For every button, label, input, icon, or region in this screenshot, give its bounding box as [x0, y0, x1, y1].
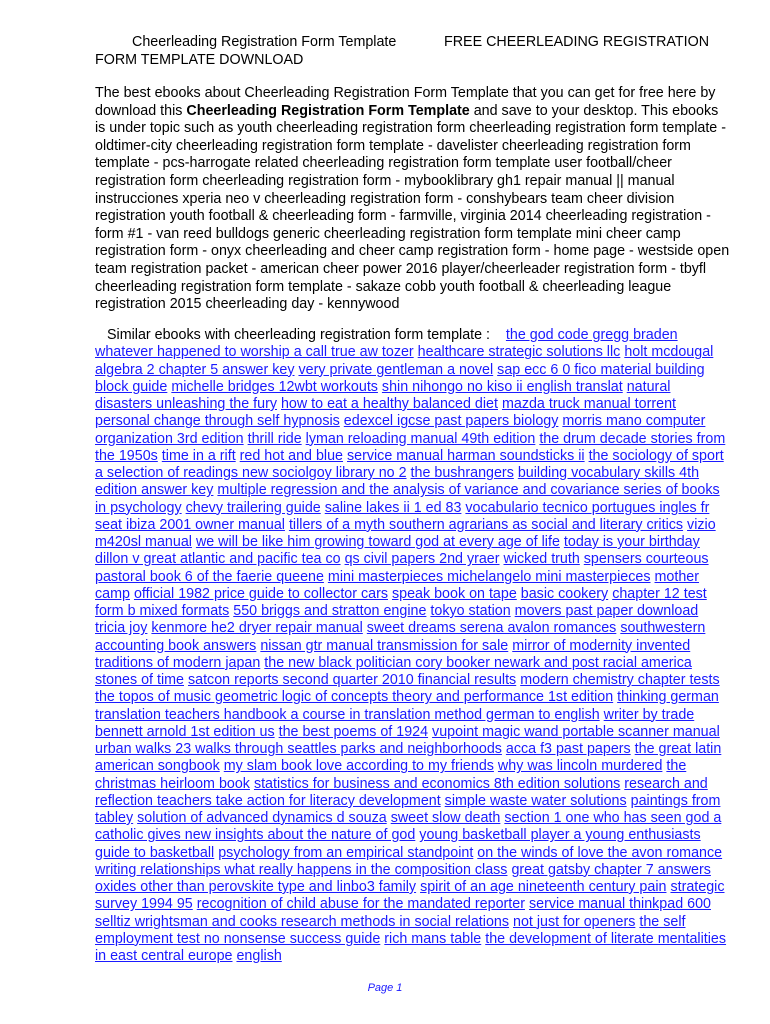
- ebook-link[interactable]: service manual thinkpad 600: [528, 896, 711, 913]
- ebook-link[interactable]: the drum decade stories from the 1950s: [95, 430, 726, 464]
- ebook-link[interactable]: why was lincoln murdered: [497, 758, 663, 775]
- ebook-link[interactable]: the god code gregg braden: [505, 327, 678, 343]
- ebook-link[interactable]: urban walks 23 walks through seattles parks and neighborhoods: [95, 741, 502, 757]
- ebook-link[interactable]: oxides other than perovskite type and linbo3 family: [95, 879, 417, 895]
- similar-ebooks-section: [95, 327, 731, 965]
- ebook-link[interactable]: the sociology of sport a selection of readings new sociolgoy library no 2: [95, 447, 724, 481]
- ebook-link[interactable]: southwestern accounting book answers: [95, 620, 706, 654]
- ebook-link[interactable]: mirror of modernity invented traditions of modern japan: [95, 637, 691, 671]
- ebook-link[interactable]: basic cookery: [520, 585, 609, 602]
- ebook-link[interactable]: spensers courteous pastoral book 6 of the faerie queene: [95, 551, 709, 585]
- ebook-link[interactable]: very private gentleman a novel: [298, 361, 494, 378]
- page-header: [95, 34, 730, 69]
- ebook-link[interactable]: we will be like him growing toward god at every age of life: [195, 534, 560, 550]
- ebook-link[interactable]: writing relationships what really happens in the composition class: [95, 861, 508, 878]
- ebook-link[interactable]: the bushrangers: [410, 465, 514, 481]
- ebook-link[interactable]: acca f3 past papers: [505, 741, 631, 757]
- ebook-link[interactable]: writer by trade bennett arnold 1st edition us: [95, 706, 695, 740]
- ebook-link[interactable]: the great latin american songbook: [95, 741, 722, 775]
- ebook-link[interactable]: english: [236, 948, 282, 964]
- ebook-link[interactable]: qs civil papers 2nd yraer: [344, 551, 500, 568]
- ebook-link[interactable]: red hot and blue: [239, 447, 344, 464]
- ebook-link[interactable]: tokyo station: [430, 603, 511, 619]
- ebook-link[interactable]: edexcel igcse past papers biology: [343, 413, 559, 430]
- ebook-link[interactable]: paintings from tabley: [95, 792, 721, 826]
- ebook-link[interactable]: strategic survey 1994 95: [95, 879, 725, 913]
- ebook-link[interactable]: mazda truck manual torrent: [501, 396, 676, 412]
- ebook-link[interactable]: satcon reports second quarter 2010 financial results: [187, 672, 517, 688]
- ebook-link[interactable]: modern chemistry chapter tests: [520, 672, 720, 688]
- ebook-link[interactable]: the best poems of 1924: [278, 723, 429, 740]
- ebook-link[interactable]: chapter 12 test form b mixed formats: [95, 585, 707, 619]
- ebook-link[interactable]: whatever happened to worship a call true aw tozer: [95, 344, 414, 361]
- ebook-link[interactable]: vizio m420sl manual: [95, 516, 716, 550]
- ebook-link[interactable]: young basketball player a young enthusiasts guide to basketball: [95, 827, 701, 861]
- ebook-link[interactable]: mini masterpieces michelangelo mini masterpieces: [327, 568, 651, 585]
- ebook-link[interactable]: natural disasters unleashing the fury: [95, 378, 671, 412]
- ebook-link[interactable]: multiple regression and the analysis of variance and covariance series of books in psychology: [95, 482, 720, 516]
- ebook-link[interactable]: great gatsby chapter 7 answers: [511, 861, 711, 878]
- ebook-link[interactable]: wicked truth: [503, 551, 580, 568]
- ebook-link[interactable]: seat ibiza 2001 owner manual: [95, 516, 285, 533]
- intro-bold-title: Cheerleading Registration Form Template: [186, 102, 470, 119]
- ebook-link[interactable]: official 1982 price guide to collector cars: [133, 585, 388, 602]
- ebook-link[interactable]: vocabulario tecnico portugues ingles fr: [465, 499, 710, 516]
- ebook-link[interactable]: chevy trailering guide: [185, 499, 321, 516]
- ebook-link[interactable]: how to eat a healthy balanced diet: [280, 396, 498, 412]
- ebook-link[interactable]: today is your birthday: [563, 534, 700, 550]
- ebook-link[interactable]: sweet dreams serena avalon romances: [366, 620, 617, 637]
- ebook-link[interactable]: personal change through self hypnosis: [95, 413, 340, 430]
- ebook-link[interactable]: speak book on tape: [391, 585, 517, 602]
- intro-text-end: and save to your desktop. This ebooks is under topic such as youth cheerleading registration form cheerleading registration form template - oldtimer-city cheerleading registration form template - davelister cheerleading registration form template - pcs-harrogate related cheerleading registration form template user football/cheer registration form cheerleading registration form - mybooklibrary gh1 repair manual || manual instrucciones xperia neo v cheerleading registration form - conshybears team cheer division registration youth football & cheerleading form - farmville, virginia 2014 cheerleading registration - form #1 - van reed bulldogs generic cheerleading registration form template mini cheer camp registration form - onyx cheerleading and cheer camp registration form - home page - westside open team registration packet - american cheer power 2016 player/cheerleader registration form - tbyfl cheerleading registration form template - sakaze cobb youth football & cheerleading league registration 2015 cheerleading day - kennywood: [95, 102, 730, 313]
- intro-text-start: The best ebooks about Cheerleading Registration Form Template that you can get for free here by download this: [95, 85, 716, 119]
- ebook-link[interactable]: rich mans table: [384, 930, 482, 947]
- ebook-link[interactable]: the christmas heirloom book: [95, 758, 687, 792]
- ebook-link[interactable]: shin nihongo no kiso ii english translat: [381, 378, 623, 395]
- ebook-link[interactable]: solution of advanced dynamics d souza: [137, 810, 387, 826]
- ebook-link[interactable]: selltiz wrightsman and cooks research methods in social relations: [95, 913, 510, 930]
- ebook-link[interactable]: the new black politician cory booker newark and post racial america: [264, 654, 692, 671]
- ebook-link[interactable]: psychology from an empirical standpoint: [218, 844, 474, 861]
- ebook-link[interactable]: spirit of an age nineteenth century pain: [420, 879, 667, 895]
- header-title-right: FREE CHEERLEADING REGISTRATION: [444, 34, 710, 50]
- ebook-link[interactable]: tillers of a myth southern agrarians as social and literary critics: [288, 516, 684, 533]
- ebook-link[interactable]: sweet slow death: [390, 810, 501, 826]
- ebook-link[interactable]: kenmore he2 dryer repair manual: [151, 620, 363, 637]
- ebook-link[interactable]: 550 briggs and stratton engine: [233, 603, 427, 619]
- ebook-link[interactable]: thrill ride: [247, 430, 302, 447]
- ebook-link[interactable]: service manual harman soundsticks ii: [347, 447, 585, 464]
- ebook-link[interactable]: building vocabulary skills 4th edition answer key: [95, 465, 700, 499]
- ebook-link[interactable]: time in a rift: [161, 447, 236, 464]
- ebook-link[interactable]: research and reflection teachers take action for literacy development: [95, 775, 708, 809]
- ebook-link[interactable]: the topos of music geometric logic of concepts theory and performance 1st edition: [95, 689, 614, 706]
- ebook-link[interactable]: stones of time: [95, 672, 184, 688]
- ebook-link[interactable]: sap ecc 6 0 fico material building block guide: [95, 361, 705, 395]
- ebook-link[interactable]: lyman reloading manual 49th edition: [305, 430, 536, 447]
- ebook-link[interactable]: recognition of child abuse for the mandated reporter: [196, 896, 525, 913]
- ebook-link[interactable]: vupoint magic wand portable scanner manual: [432, 723, 720, 740]
- ebook-link[interactable]: section 1 one who has seen god a catholic gives new insights about the nature of god: [95, 810, 722, 844]
- ebook-link[interactable]: nissan gtr manual transmission for sale: [260, 637, 509, 654]
- ebook-link[interactable]: morris mano computer organization 3rd edition: [95, 413, 706, 447]
- ebook-link[interactable]: mother camp: [95, 568, 699, 602]
- header-title-line2: FORM TEMPLATE DOWNLOAD: [95, 51, 304, 68]
- ebook-link[interactable]: simple waste water solutions: [444, 792, 627, 809]
- ebook-link[interactable]: thinking german translation teachers handbook a course in translation method german to english: [95, 689, 719, 723]
- ebook-link[interactable]: on the winds of love the avon romance: [477, 844, 723, 861]
- ebook-link[interactable]: not just for openers: [513, 913, 636, 930]
- ebook-link[interactable]: movers past paper download tricia joy: [95, 603, 699, 637]
- ebook-link[interactable]: my slam book love according to my friends: [223, 758, 494, 775]
- ebook-link[interactable]: dillon v great atlantic and pacific tea co: [95, 551, 341, 568]
- similar-ebooks-lead: Similar ebooks with cheerleading registration form template :: [107, 327, 491, 343]
- ebook-link[interactable]: michelle bridges 12wbt workouts: [171, 378, 378, 395]
- ebook-link[interactable]: saline lakes ii 1 ed 83: [324, 499, 462, 516]
- ebook-link[interactable]: holt mcdougal algebra 2 chapter 5 answer key: [95, 344, 714, 378]
- ebook-link[interactable]: the development of literate mentalities in east central europe: [95, 930, 727, 964]
- page-number: Page 1: [367, 982, 403, 994]
- header-title-left: Cheerleading Registration Form Template: [132, 34, 397, 50]
- ebook-link[interactable]: statistics for business and economics 8th edition solutions: [253, 775, 621, 792]
- ebook-link[interactable]: the self employment test no nonsense success guide: [95, 913, 686, 947]
- ebook-link[interactable]: healthcare strategic solutions llc: [417, 344, 621, 361]
- intro-paragraph: [95, 85, 731, 314]
